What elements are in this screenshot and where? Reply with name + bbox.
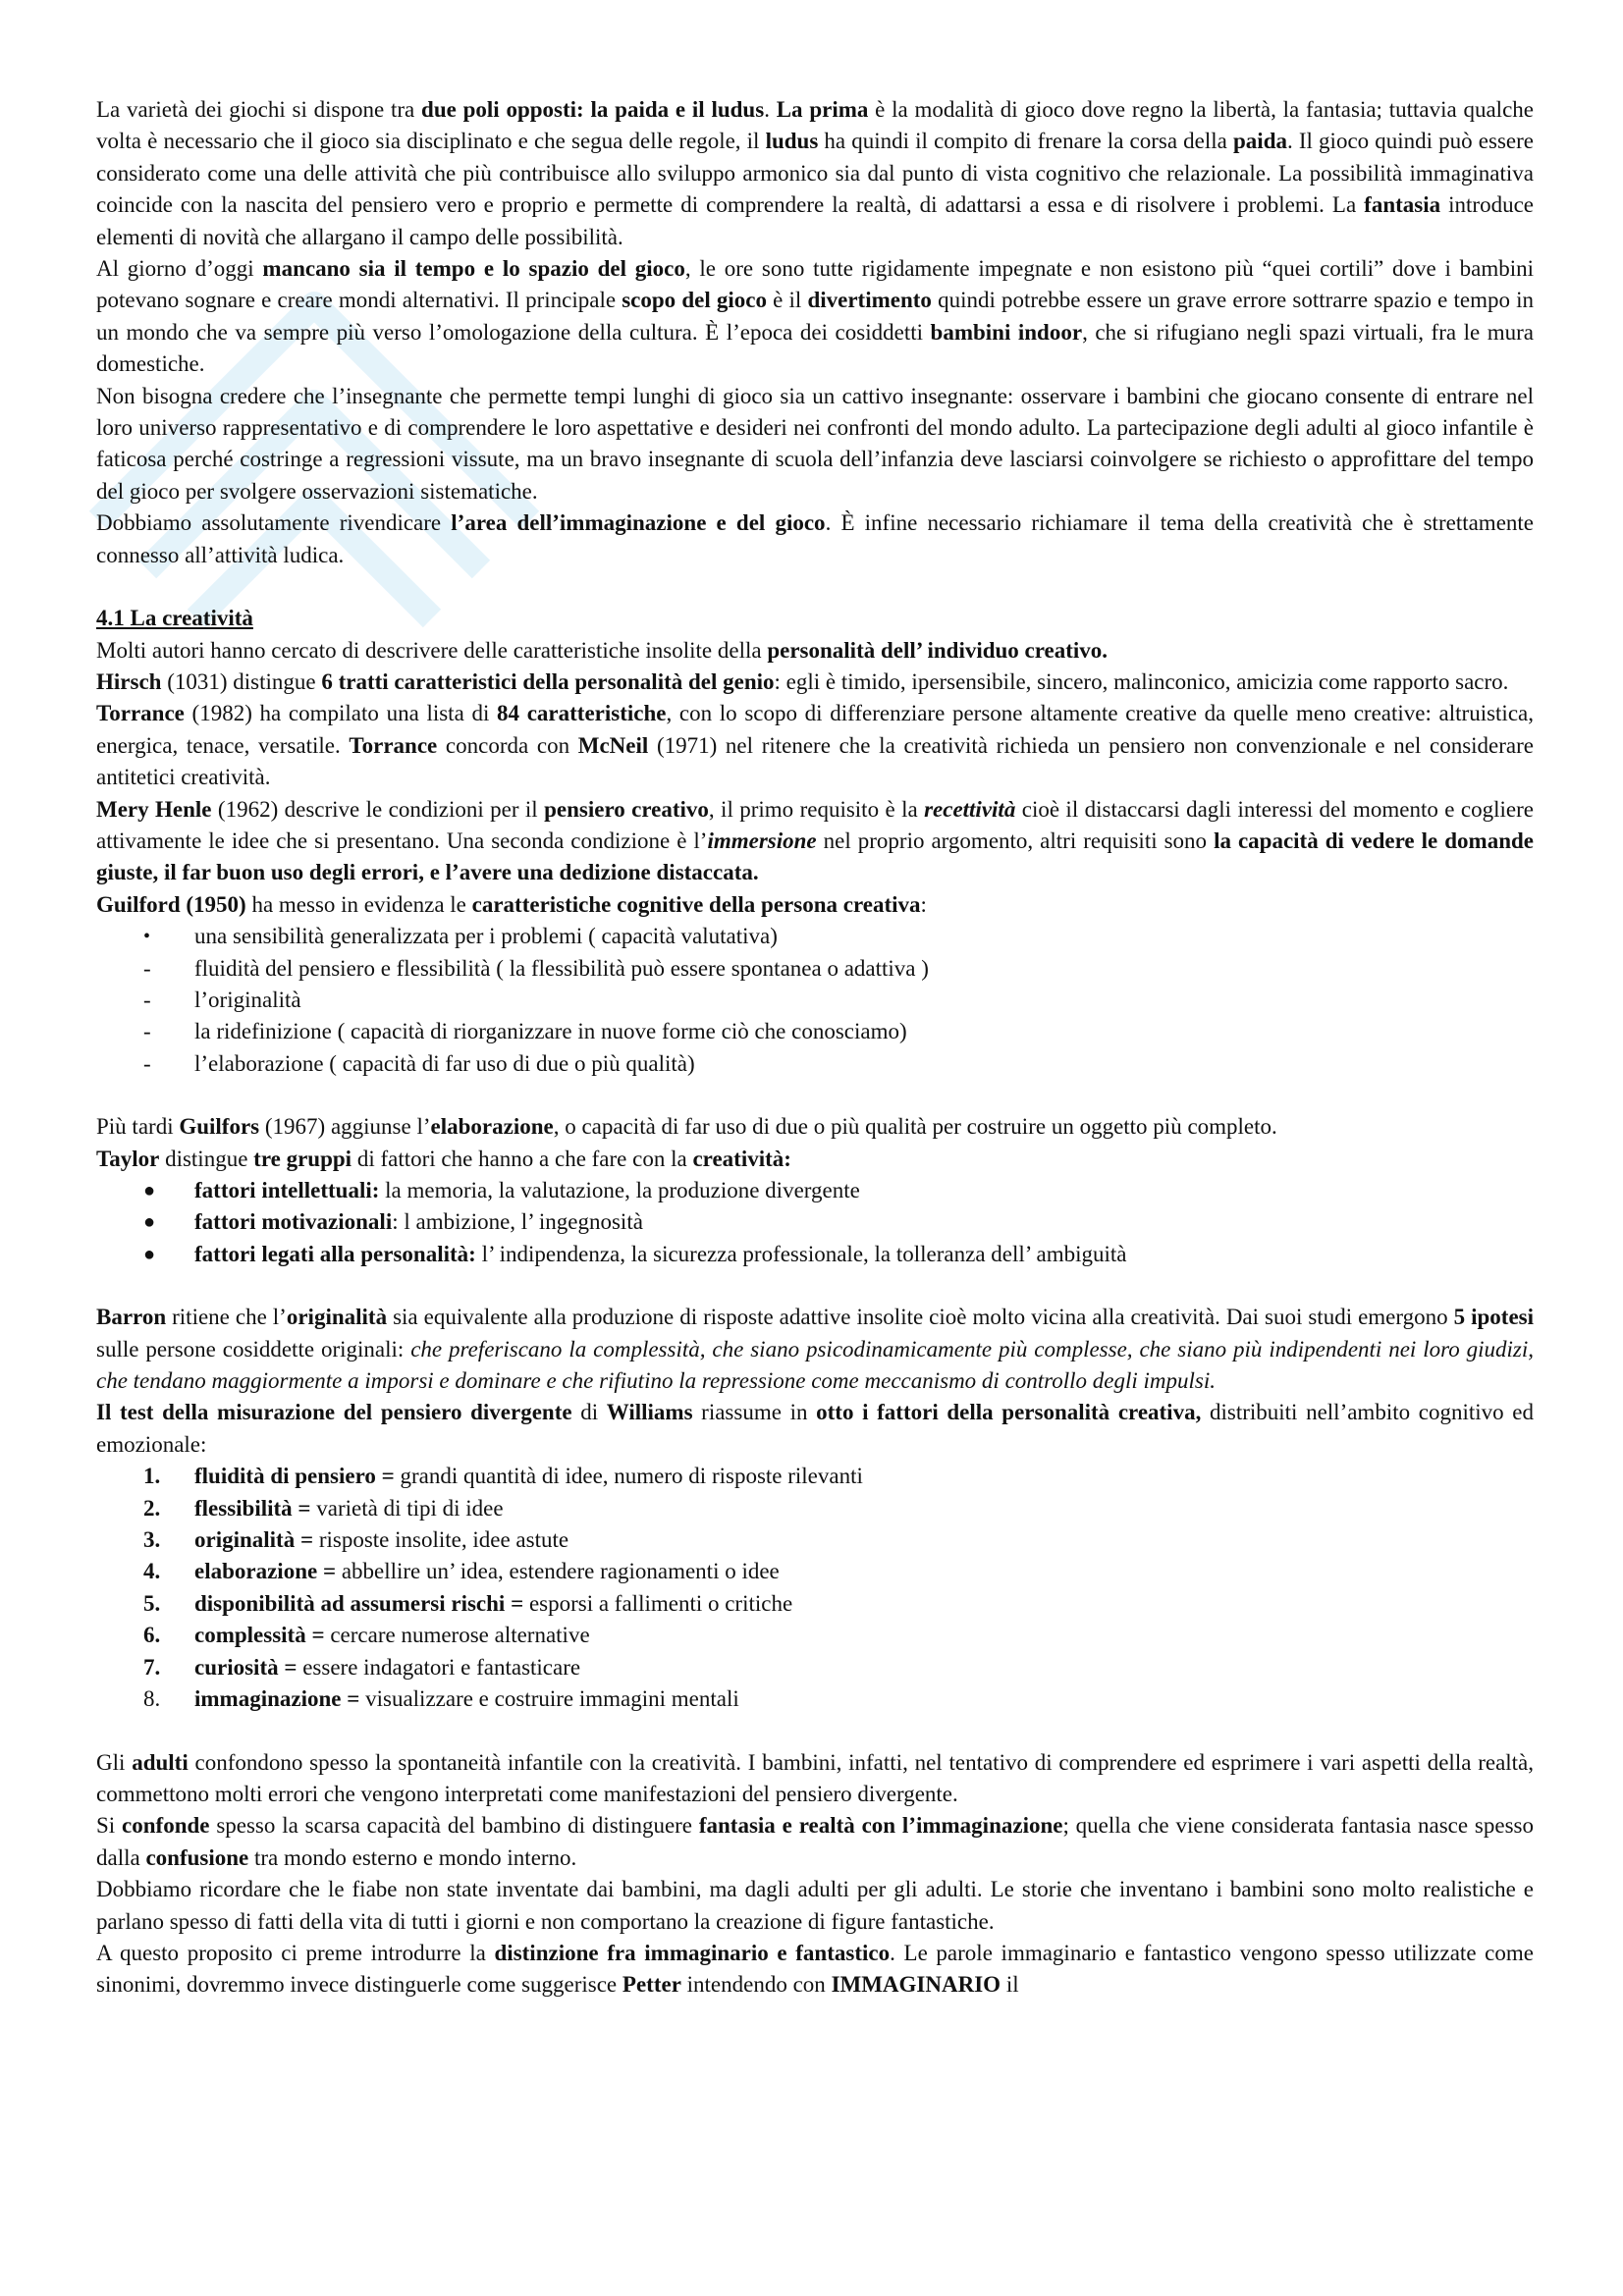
paragraph: Guilford (1950) ha messo in evidenza le caratteristiche cognitive della persona creativa: [96, 891, 927, 917]
bullet-icon: ● [143, 1211, 156, 1234]
taylor-list [96, 1175, 1534, 1270]
section-intro [96, 94, 1534, 571]
list-item-text: l’elaborazione ( capacità di far uso di due o più qualità) [194, 1050, 695, 1076]
list-item [96, 1588, 1534, 1620]
paragraph: Dobbiamo assolutamente rivendicare l’area dell’immaginazione e del gioco. È infine necessario richiamare il tema della creatività che è strettamente connesso all’attività ludica. [96, 510, 1534, 567]
paragraph: Gli adulti confondono spesso la spontaneità infantile con la creatività. I bambini, infatti, nel tentativo di comprendere ed esprimere i vari aspetti della realtà, commettono molti errori che vengono interpretati come manifestazioni del pensiero divergente. [96, 1749, 1535, 1806]
list-item [96, 1239, 1534, 1270]
paragraph: Hirsch (1031) distingue 6 tratti caratteristici della personalità del genio: egli è timido, ipersensibile, sincero, malinconico, amicizia come rapporto sacro. [96, 668, 1509, 694]
paragraph: Dobbiamo ricordare che le fiabe non state inventate dai bambini, ma dagli adulti per gli adulti. Le storie che inventano i bambini sono molto realistiche e parlano spesso di fatti della vita di tutti i giorni e non comportano la creazione di figure fantastiche. [96, 1877, 1534, 1934]
list-item-text: elaborazione = abbellire un’ idea, estendere ragionamenti o idee [194, 1559, 780, 1584]
list-number: 5. [143, 1590, 161, 1616]
list-item [96, 1048, 1534, 1080]
list-item [96, 1461, 1534, 1492]
list-item [96, 921, 1534, 952]
list-item [96, 1524, 1534, 1556]
guilford-list [96, 921, 1534, 1080]
list-marker: • [143, 926, 151, 948]
list-item-text: fluidità di pensiero = grandi quantità di idee, numero di risposte rilevanti [194, 1464, 863, 1489]
list-item-text: fluidità del pensiero e flessibilità ( la flessibilità può essere spontanea o adattiva ) [194, 955, 929, 981]
list-number: 4. [143, 1559, 161, 1584]
section-creativity [96, 635, 1534, 922]
paragraph: Barron ritiene che l’originalità sia equivalente alla produzione di risposte adattive insolite cioè molto vicina alla creatività. Dai suoi studi emergono 5 ipotesi sulle persone cosiddette originali: che preferiscano la complessità, che siano psicodinamicamente più complesse, che siano più indipendenti nei loro giudizi, che tendano maggiormente a imporsi e dominare e che rifiutino la repressione come meccanismo di controllo degli impulsi. [96, 1305, 1535, 1394]
list-item-text: disponibilità ad assumersi rischi = esporsi a fallimenti o critiche [194, 1590, 793, 1616]
list-marker: - [143, 955, 151, 981]
list-number: 3. [143, 1527, 161, 1553]
list-item-text: una sensibilità generalizzata per i problemi ( capacità valutativa) [194, 924, 778, 949]
list-marker: - [143, 1019, 151, 1044]
list-item-text: originalità = risposte insolite, idee astute [194, 1527, 569, 1553]
list-number: 6. [143, 1623, 161, 1648]
paragraph: Torrance (1982) ha compilato una lista di 84 caratteristiche, con lo scopo di differenziare persone altamente creative da quelle meno creative: altruistica, energica, tenace, versatile. Torrance concorda con McNeil (1971) nel ritenere che la creatività richieda un pensiero non convenzionale e nel considerare antitetici creatività. [96, 701, 1534, 790]
list-item-text: la ridefinizione ( capacità di riorganizzare in nuove forme ciò che conosciamo) [194, 1019, 907, 1044]
list-number: 2. [143, 1495, 161, 1521]
paragraph: Il test della misurazione del pensiero divergente di Williams riassume in otto i fattori della personalità creativa, distribuiti nell’ambito cognitivo ed emozionale: [96, 1400, 1534, 1457]
paragraph: Più tardi Guilfors (1967) aggiunse l’elaborazione, o capacità di far uso di due o più qualità per costruire un oggetto più completo. [96, 1114, 1277, 1140]
list-item-text: fattori motivazionali: l ambizione, l’ ingegnosità [194, 1209, 643, 1235]
list-item-text: flessibilità = varietà di tipi di idee [194, 1495, 504, 1521]
list-item-text: fattori intellettuali: la memoria, la valutazione, la produzione divergente [194, 1178, 860, 1202]
list-item [96, 1175, 1534, 1206]
document-page [96, 94, 1534, 2002]
list-item-text: fattori legati alla personalità: l’ indipendenza, la sicurezza professionale, la tolleranza dell’ ambiguità [194, 1241, 1127, 1266]
list-item [96, 1683, 1534, 1715]
list-marker: - [143, 987, 151, 1012]
bullet-icon: ● [143, 1180, 156, 1201]
bullet-icon: ● [143, 1243, 156, 1265]
list-item [96, 985, 1534, 1016]
paragraph: A questo proposito ci preme introdurre la distinzione fra immaginario e fantastico. Le parole immaginario e fantastico vengono spesso utilizzate come sinonimi, dovremmo invece distinguerle come suggerisce Petter intendendo con IMMAGINARIO il [96, 1940, 1534, 1998]
list-item-text: immaginazione = visualizzare e costruire immagini mentali [194, 1686, 739, 1712]
list-item-text: complessità = cercare numerose alternative [194, 1623, 590, 1648]
spacer [96, 1080, 1534, 1111]
paragraph: Molti autori hanno cercato di descrivere delle caratteristiche insolite della personalità dell’ individuo creativo. [96, 637, 1109, 663]
list-item [96, 1016, 1534, 1047]
paragraph: Mery Henle (1962) descrive le condizioni per il pensiero creativo, il primo requisito è la recettività cioè il distaccarsi dagli interessi del momento e cogliere attivamente le idee che si presentano. Una seconda condizione è l’immersione nel proprio argomento, altri requisiti sono la capacità di vedere le domande giuste, il far buon uso degli errori, e l’avere una dedizione distaccata. [96, 796, 1534, 885]
paragraph: Al giorno d’oggi mancano sia il tempo e lo spazio del gioco, le ore sono tutte rigidamente impegnate e non esistono più “quei cortili” dove i bambini potevano sognare e creare mondi alternativi. Il principale scopo del gioco è il divertimento quindi potrebbe essere un grave errore sottrarre spazio e tempo in un mondo che va sempre più verso l’omologazione della cultura. È l’epoca dei cosiddetti bambini indoor, che si rifugiano negli spazi virtuali, fra le mura domestiche. [96, 256, 1535, 377]
list-item [96, 1652, 1534, 1683]
list-item [96, 1620, 1534, 1651]
section-heading: 4.1 La creatività [96, 606, 253, 631]
spacer [96, 1270, 1534, 1302]
list-item-text: curiosità = essere indagatori e fantasticare [194, 1654, 581, 1680]
list-item [96, 1556, 1534, 1587]
williams-list [96, 1461, 1534, 1715]
list-number: 7. [143, 1654, 161, 1680]
spacer [96, 1716, 1534, 1747]
paragraph: Non bisogna credere che l’insegnante che permette tempi lunghi di gioco sia un cattivo insegnante: osservare i bambini che giocano consente di entrare nel loro universo rappresentativo e di comprendere le loro aspettative e desideri nei confronti del mondo adulto. La partecipazione degli adulti al gioco infantile è faticosa perché costringe a regressioni vissute, ma un bravo insegnante di scuola dell’infanzia deve lasciarsi coinvolgere se richiesto o approfittare del tempo del gioco per svolgere osservazioni sistematiche. [96, 383, 1534, 504]
list-item [96, 953, 1534, 985]
paragraph: Taylor distingue tre gruppi di fattori che hanno a che fare con la creatività: [96, 1146, 791, 1171]
paragraph: La varietà dei giochi si dispone tra due poli opposti: la paida e il ludus. La prima è la modalità di gioco dove regno la libertà, la fantasia; tuttavia qualche volta è necessario che il gioco sia disciplinato e che segua delle regole, il ludus ha quindi il compito di frenare la corsa della paida. Il gioco quindi può essere considerato come una delle attività che più contribuisce allo sviluppo armonico sia dal punto di vista cognitivo che relazionale. La possibilità immaginativa coincide con la nascita del pensiero vero e proprio e permette di comprendere la realtà, di adattarsi a essa e di risolvere i problemi. La fantasia introduce elementi di novità che allargano il campo delle possibilità. [96, 97, 1535, 249]
list-number: 1. [143, 1464, 161, 1489]
list-marker: - [143, 1050, 151, 1076]
list-item-text: l’originalità [194, 987, 301, 1012]
list-number: 8. [143, 1686, 161, 1712]
list-item [96, 1493, 1534, 1524]
paragraph: Si confonde spesso la scarsa capacità del bambino di distinguere fantasia e realtà con l’immaginazione; quella che viene considerata fantasia nasce spesso dalla confusione tra mondo esterno e mondo interno. [96, 1813, 1534, 1870]
list-item [96, 1206, 1534, 1238]
